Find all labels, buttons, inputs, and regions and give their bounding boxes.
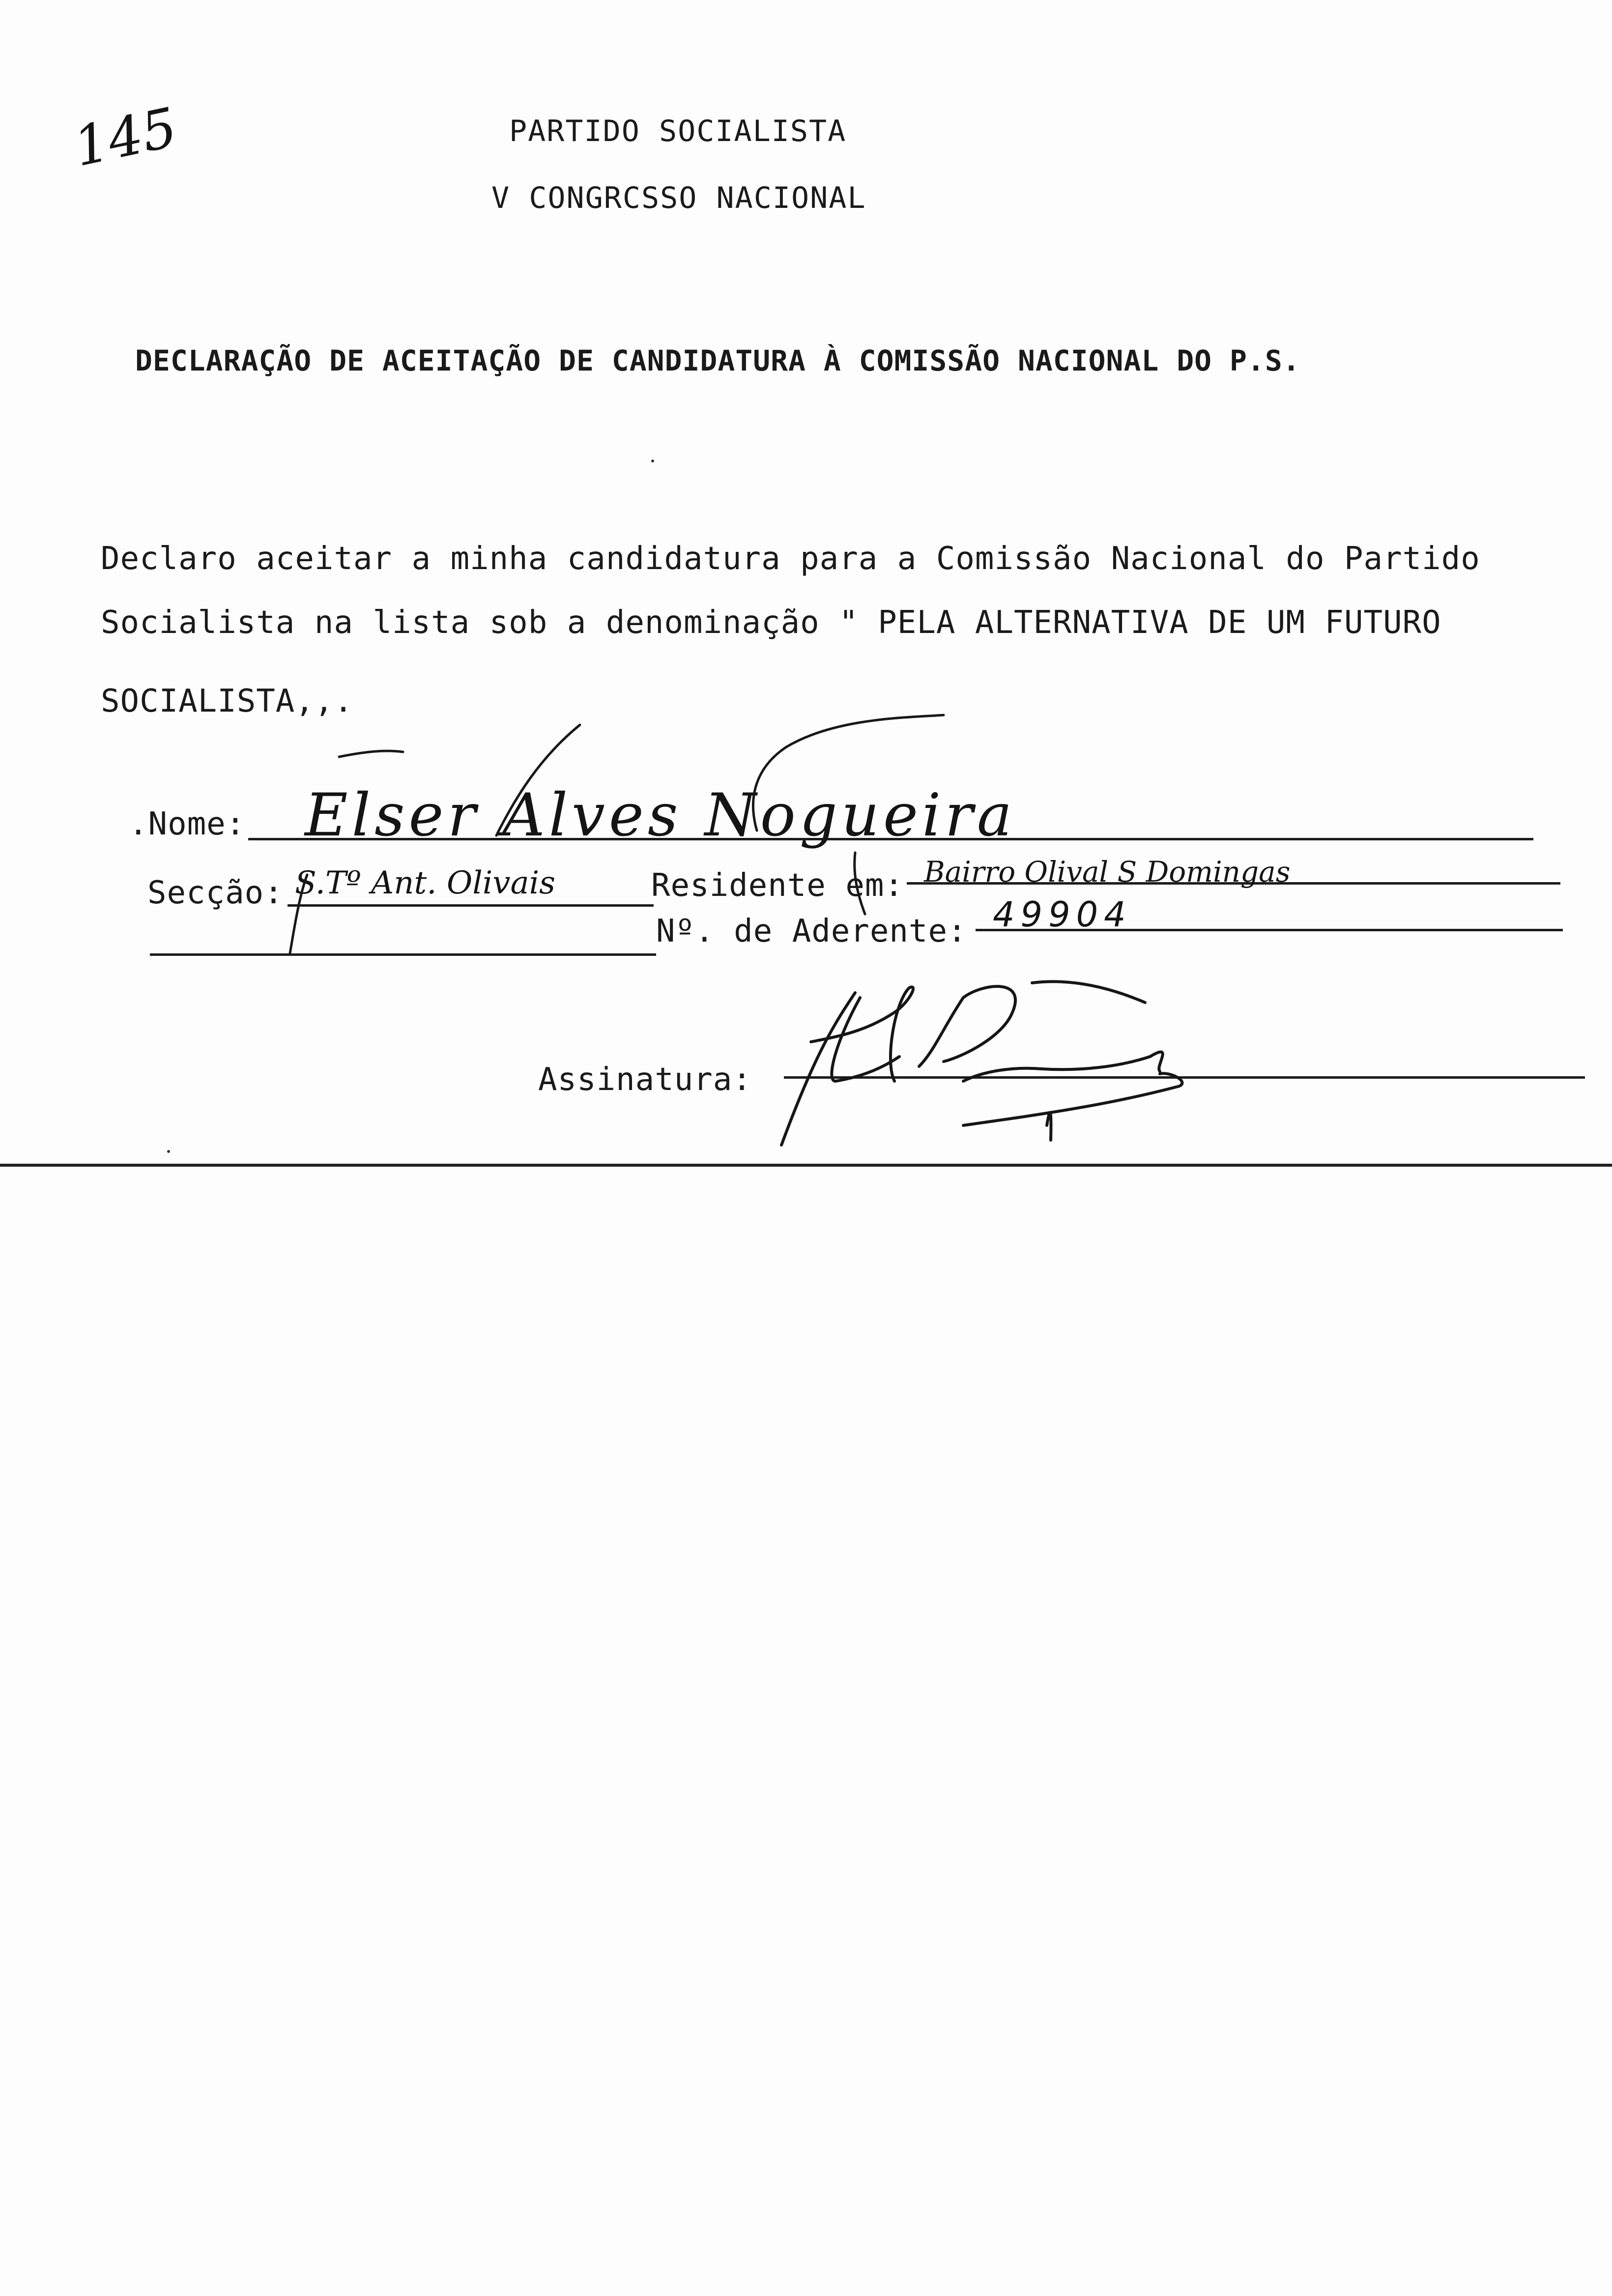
scan-speck xyxy=(651,459,654,462)
body-line-2: Socialista na lista sob a denominação " PELA ALTERNATIVA DE UM FUTURO xyxy=(101,604,1441,641)
residente-value: Bairro Olival S Domingas xyxy=(924,855,1291,889)
declaration-title: DECLARAÇÃO DE ACEITAÇÃO DE CANDIDATURA À COMISSÃO NACIONAL DO P.S. xyxy=(135,344,1300,377)
nome-value: Elser Alves Nogueira xyxy=(305,781,1016,850)
seccao-label: Secção: xyxy=(147,875,284,911)
body-line-1: Declaro aceitar a minha candidatura para a Comissão Nacional do Partido xyxy=(101,541,1480,577)
nome-label: .Nome: xyxy=(129,806,246,842)
aderente-value: 49904 xyxy=(993,894,1132,935)
body-line-3: SOCIALISTA,,. xyxy=(101,683,353,719)
residente-label: Residente em: xyxy=(651,867,904,904)
scan-speck xyxy=(167,1150,170,1153)
aderente-label: Nº. de Aderente: xyxy=(656,913,967,949)
congress-name: V CONGRCSSO NACIONAL xyxy=(491,181,866,215)
page-divider xyxy=(0,1164,1612,1167)
assinatura-label: Assinatura: xyxy=(538,1062,752,1098)
party-name: PARTIDO SOCIALISTA xyxy=(509,114,847,148)
seccao-value: S.Tº Ant. Olivais xyxy=(295,865,555,901)
page-number: 145 xyxy=(68,95,182,179)
